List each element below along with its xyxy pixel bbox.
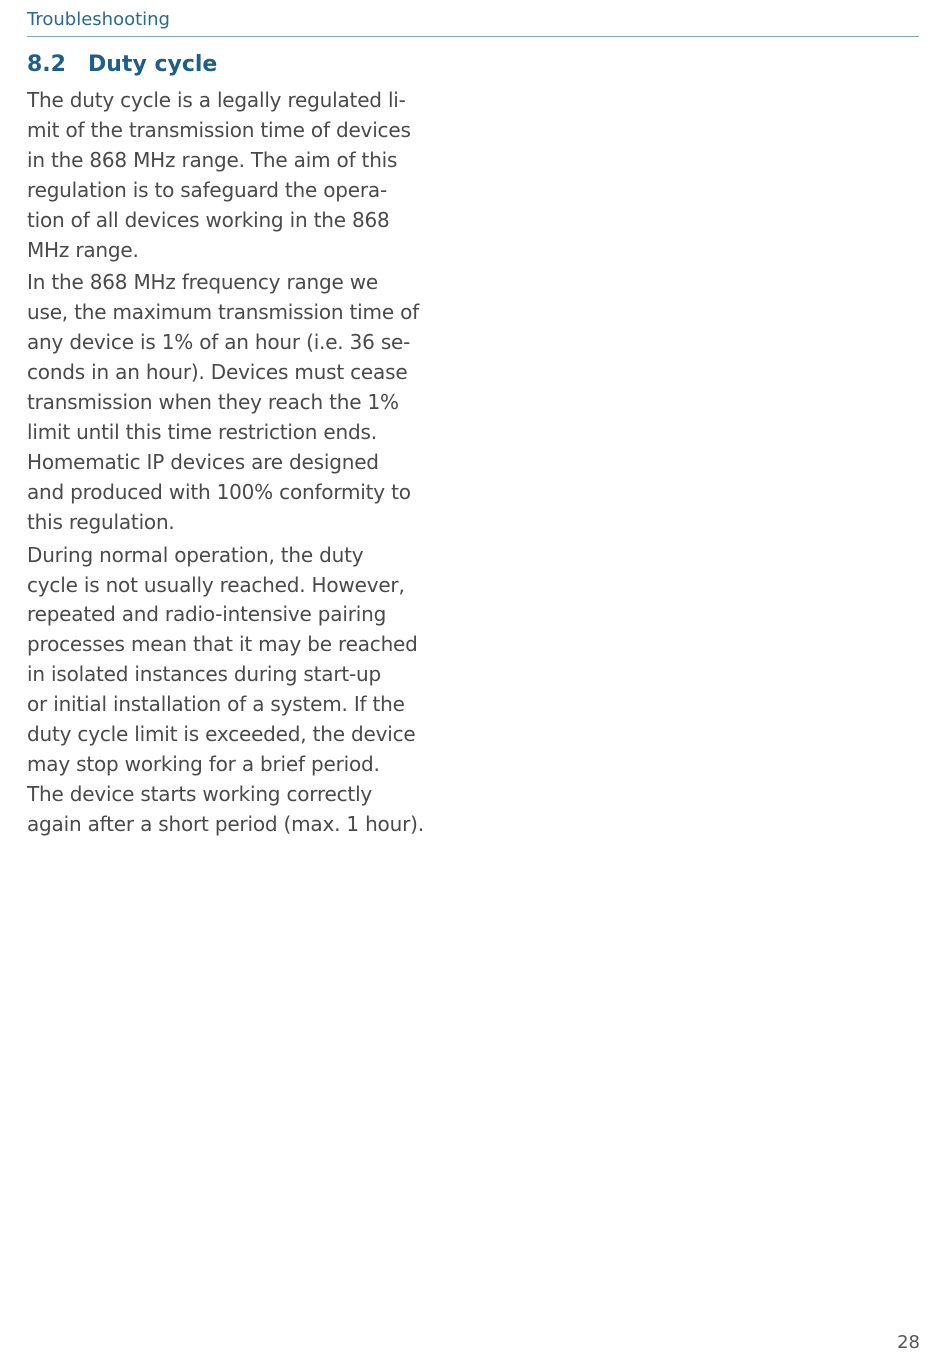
text-line: Homematic IP devices are designed bbox=[27, 449, 379, 474]
text-line: cycle is not usually reached. However, bbox=[27, 572, 405, 597]
text-line: any device is 1% of an hour (i.e. 36 se- bbox=[27, 330, 411, 355]
paragraph-transmission-limit bbox=[27, 268, 457, 537]
running-header-title: Troubleshooting bbox=[27, 9, 170, 30]
text-line: in isolated instances during start-up bbox=[27, 662, 381, 687]
page-number: 28 bbox=[897, 1332, 920, 1353]
text-line: in the 868 MHz range. The aim of this bbox=[27, 147, 398, 172]
running-header bbox=[27, 8, 919, 37]
text-line: processes mean that it may be reached bbox=[27, 632, 418, 657]
text-line: regulation is to safeguard the opera- bbox=[27, 177, 387, 202]
section-number: 8.2 bbox=[27, 52, 66, 77]
text-line: repeated and radio-intensive pairing bbox=[27, 602, 387, 627]
text-line: During normal operation, the duty bbox=[27, 542, 364, 567]
text-line: duty cycle limit is exceeded, the device bbox=[27, 722, 416, 747]
paragraph-duty-cycle-definition bbox=[27, 86, 457, 265]
text-line: The duty cycle is a legally regulated li- bbox=[27, 88, 406, 112]
body-column bbox=[27, 86, 457, 843]
text-line: again after a short period (max. 1 hour). bbox=[27, 811, 424, 836]
text-line: conds in an hour). Devices must cease bbox=[27, 360, 408, 385]
text-line: may stop working for a brief period. bbox=[27, 751, 380, 776]
paragraph-normal-operation bbox=[27, 541, 457, 840]
text-line: or initial installation of a system. If the bbox=[27, 692, 405, 717]
text-line: tion of all devices working in the 868 bbox=[27, 207, 390, 232]
text-line: transmission when they reach the 1% bbox=[27, 390, 399, 415]
text-line: In the 868 MHz frequency range we bbox=[27, 270, 379, 295]
text-line: MHz range. bbox=[27, 237, 139, 262]
text-line: and produced with 100% conformity to bbox=[27, 479, 411, 504]
text-line: this regulation. bbox=[27, 509, 175, 534]
text-line: mit of the transmission time of devices bbox=[27, 117, 411, 142]
text-line: limit until this time restriction ends. bbox=[27, 419, 377, 444]
text-line: The device starts working correctly bbox=[27, 781, 373, 806]
section-heading bbox=[27, 50, 217, 80]
text-line: use, the maximum transmission time of bbox=[27, 300, 419, 325]
section-title: Duty cycle bbox=[88, 52, 218, 77]
